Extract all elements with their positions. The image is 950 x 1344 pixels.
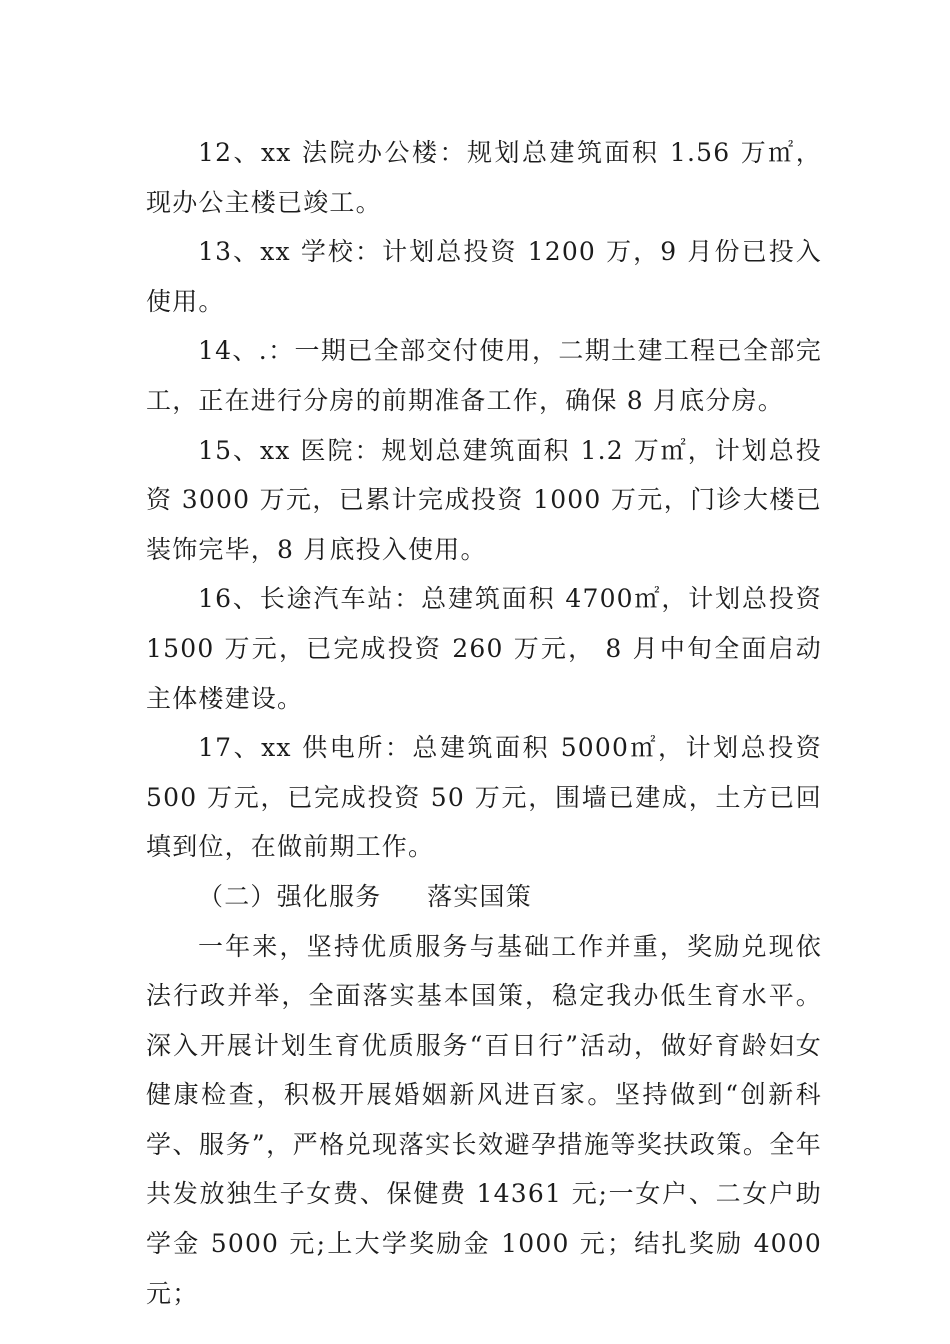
body-paragraph: 一年来，坚持优质服务与基础工作并重，奖励兑现依法行政并举，全面落实基本国策，稳定我办低生育水平。深入开展计划生育优质服务“百日行”活动，做好育龄妇女健康检查，积极开展婚姻新风进百家。坚持做到“创新科学、服务”，严格兑现落实长效避孕措施等奖扶政策。全年共发放独生子女费、保健费 14361 元;一女户、二女户助学金 5000 元;上大学奖励金 1000 元；结扎奖励 4000 元； xyxy=(146,931,822,1308)
document-body xyxy=(146,128,822,1318)
project-item-16: 16、长途汽车站：总建筑面积 4700㎡，计划总投资 1500 万元，已完成投资 260 万元， 8 月中旬全面启动主体楼建设。 xyxy=(146,584,822,713)
project-item-17: 17、xx 供电所：总建筑面积 5000㎡，计划总投资 500 万元，已完成投资 50 万元，围墙已建成，土方已回填到位，在做前期工作。 xyxy=(146,733,822,862)
project-item-14: 14、.：一期已全部交付使用，二期土建工程已全部完工，正在进行分房的前期准备工作，确保 8 月底分房。 xyxy=(146,336,822,415)
project-item-12: 12、xx 法院办公楼：规划总建筑面积 1.56 万㎡，现办公主楼已竣工。 xyxy=(146,138,822,217)
section-heading: （二）强化服务 落实国策 xyxy=(198,881,532,911)
project-item-13: 13、xx 学校：计划总投资 1200 万，9 月份已投入使用。 xyxy=(146,237,822,316)
project-item-15: 15、xx 医院：规划总建筑面积 1.2 万㎡，计划总投资 3000 万元，已累计完成投资 1000 万元，门诊大楼已装饰完毕，8 月底投入使用。 xyxy=(146,435,822,564)
